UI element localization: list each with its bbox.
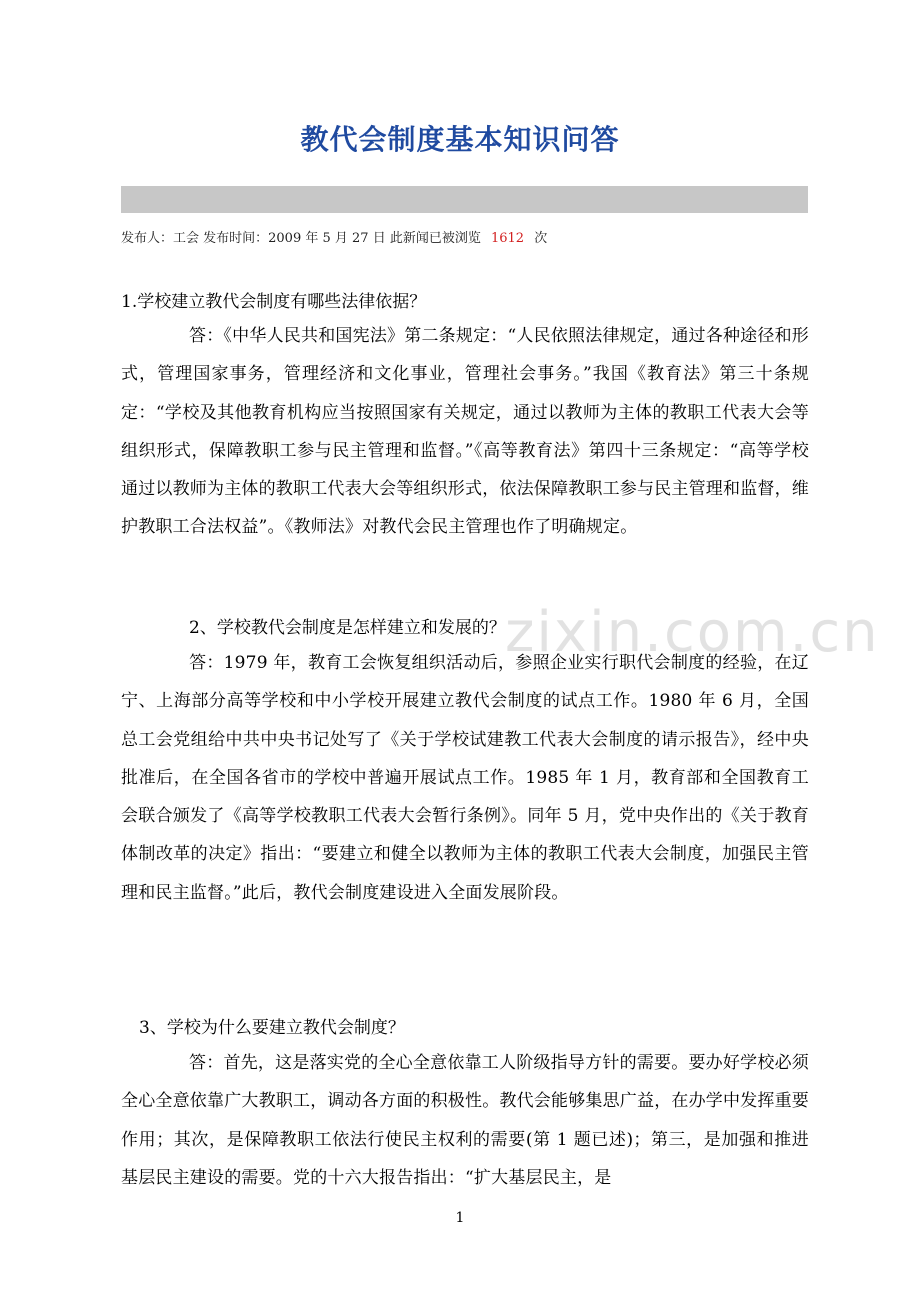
meta-suffix: 次 bbox=[534, 231, 548, 246]
question-1: 1.学校建立教代会制度有哪些法律依据？ bbox=[121, 292, 427, 312]
watermark: zixin.com.cn bbox=[505, 600, 880, 665]
answer-2-text: 答：1979 年，教育工会恢复组织活动后，参照企业实行职代会制度的经验，在辽宁、上海部分高等学校和中小学校开展建立教代会制度的试点工作。1980 年 6 月，全国总工会党组给中共中央书记处写了《关于学校试建教工代表大会制度的请示报告》，经中央批准后，在全国各省市的学校中普遍开展试点工作。1985 年 1 月，教育部和全国教育工会联合颁发了《高等学校教职工代表大会暂行条例》。同年 5 月，党中央作出的《关于教育体制改革的决定》指出：“要建立和健全以教师为主体的教职工代表大会制度，加强民主管理和民主监督。”此后，教代会制度建设进入全面发展阶段。 bbox=[121, 653, 809, 903]
answer-3-text: 答：首先，这是落实党的全心全意依靠工人阶级指导方针的需要。要办好学校必须全心全意依靠广大教职工，调动各方面的积极性。教代会能够集思广益，在办学中发挥重要作用；其次，是保障教职工依法行使民主权利的需要(第 1 题已述)；第三，是加强和推进基层民主建设的需要。党的十六大报告指出：“扩大基层民主，是 bbox=[121, 1053, 809, 1188]
view-count: 1612 bbox=[490, 231, 525, 246]
publish-meta bbox=[121, 227, 547, 246]
answer-3 bbox=[121, 1044, 809, 1197]
question-2: 2、学校教代会制度是怎样建立和发展的？ bbox=[189, 618, 506, 638]
answer-1 bbox=[121, 317, 809, 547]
meta-text: 发布人：工会 发布时间：2009 年 5 月 27 日 此新闻已被浏览 bbox=[121, 231, 481, 246]
title-divider-bar bbox=[121, 186, 808, 213]
page-number: 1 bbox=[455, 1210, 465, 1226]
document-title: 教代会制度基本知识问答 bbox=[300, 123, 620, 156]
answer-1-text: 答：《中华人民共和国宪法》第二条规定：“人民依照法律规定，通过各种途径和形式，管理国家事务，管理经济和文化事业，管理社会事务。”我国《教育法》第三十条规定：“学校及其他教育机构应当按照国家有关规定，通过以教师为主体的教职工代表大会等组织形式，保障教职工参与民主管理和监督。”《高等教育法》第四十三条规定：“高等学校通过以教师为主体的教职工代表大会等组织形式，依法保障教职工参与民主管理和监督，维护教职工合法权益”。《教师法》对教代会民主管理也作了明确规定。 bbox=[121, 326, 809, 538]
answer-2 bbox=[121, 644, 809, 912]
question-3: 3、学校为什么要建立教代会制度？ bbox=[139, 1018, 405, 1038]
